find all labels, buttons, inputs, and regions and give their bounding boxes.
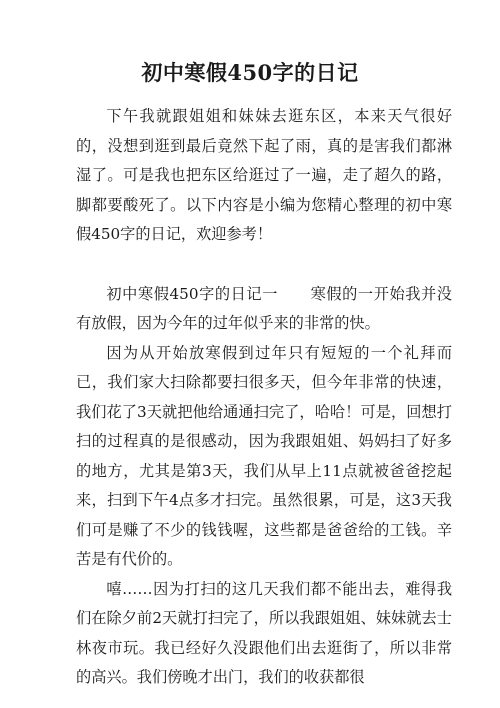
- body-paragraph-3: 嘻……因为打扫的这几天我们都不能出去，难得我们在除夕前2天就打扫完了，所以我跟姐姐、妹妹就去士林夜市玩。我已经好久没跟他们出去逛街了，所以非常的高兴。我们傍晚才出门，我们的收获都很: [76, 579, 452, 686]
- section-first-paragraph: [76, 280, 452, 339]
- intro-paragraph: 下午我就跟姐姐和妹妹去逛东区，本来天气很好的，没想到逛到最后竟然下起了雨，真的是害我们都淋湿了。可是我也把东区给逛过了一遍，走了超久的路，脚都要酸死了。以下内容是小编为您精心整理的初中寒假450字的日记，欢迎参考！: [76, 107, 452, 243]
- paragraph-spacer: [76, 250, 452, 280]
- section-first-text: 寒假的一开始我并没有放假，因为今年的过年似乎来的非常的快。: [76, 284, 452, 332]
- section-label: 初中寒假450字的日记一: [106, 284, 278, 303]
- body-paragraph-2: 因为从开始放寒假到过年只有短短的一个礼拜而已，我们家大扫除都要扫很多天，但今年非常的快速，我们花了3天就把他给通通扫完了，哈哈！可是，回想打扫的过程真的是很感动，因为我跟姐姐、妈妈扫了好多的地方，尤其是第3天，我们从早上11点就被爸爸挖起来，扫到下午4点多才扫完。虽然很累，可是，这3天我们可是赚了不少的钱钱喔，这些都是爸爸给的工钱。辛苦是有代价的。: [76, 343, 452, 568]
- page-title: 初中寒假450字的日记: [141, 60, 359, 85]
